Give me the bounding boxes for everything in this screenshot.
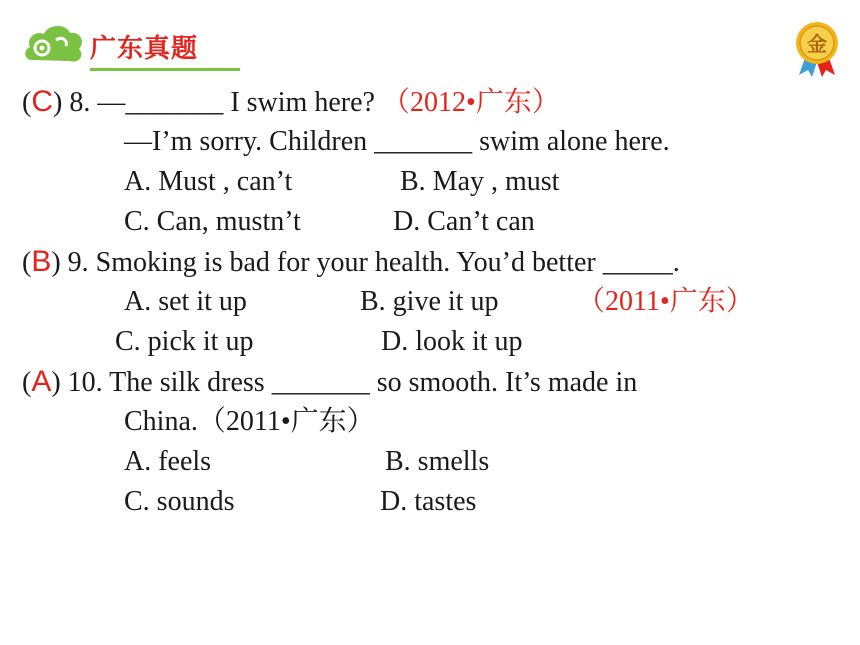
question-8-line2: —I’m sorry. Children _______ swim alone here. xyxy=(124,126,670,157)
header xyxy=(0,0,860,80)
option-d: D. look it up xyxy=(381,326,523,357)
gold-medal-icon xyxy=(793,21,841,77)
option-b: B. give it up xyxy=(360,286,499,317)
option-c: C. sounds xyxy=(124,486,235,517)
answer-label: C xyxy=(31,85,53,118)
question-9-stem: (B) 9. Smoking is bad for your health. You’d better _____. xyxy=(22,245,680,278)
option-a: A. Must , can’t xyxy=(124,166,293,197)
option-d: D. tastes xyxy=(380,486,477,517)
option-c: C. pick it up xyxy=(115,326,254,357)
option-b: B. May , must xyxy=(400,166,560,197)
medal-character: 金 xyxy=(807,32,827,56)
source-label: （2011•广东） xyxy=(197,406,375,437)
answer-label: A xyxy=(31,365,52,398)
page-title: 广东真题 xyxy=(90,34,199,64)
source-label: （2012•广东） xyxy=(381,87,560,118)
source-label: （2011•广东） xyxy=(577,286,754,317)
option-d: D. Can’t can xyxy=(393,206,535,237)
answer-label: B xyxy=(31,245,52,278)
option-c: C. Can, mustn’t xyxy=(124,206,301,237)
question-8-stem: (C) 8. —_______ I swim here? （2012•广东） xyxy=(22,85,560,118)
option-a: A. set it up xyxy=(124,286,247,317)
question-10-stem: (A) 10. The silk dress _______ so smooth. It’s made in xyxy=(22,365,638,398)
title-underline xyxy=(90,68,240,71)
green-cloud-logo-icon xyxy=(22,20,86,66)
option-b: B. smells xyxy=(385,446,490,477)
question-10-line2: China.（2011•广东） xyxy=(124,406,375,437)
option-a: A. feels xyxy=(124,446,212,477)
